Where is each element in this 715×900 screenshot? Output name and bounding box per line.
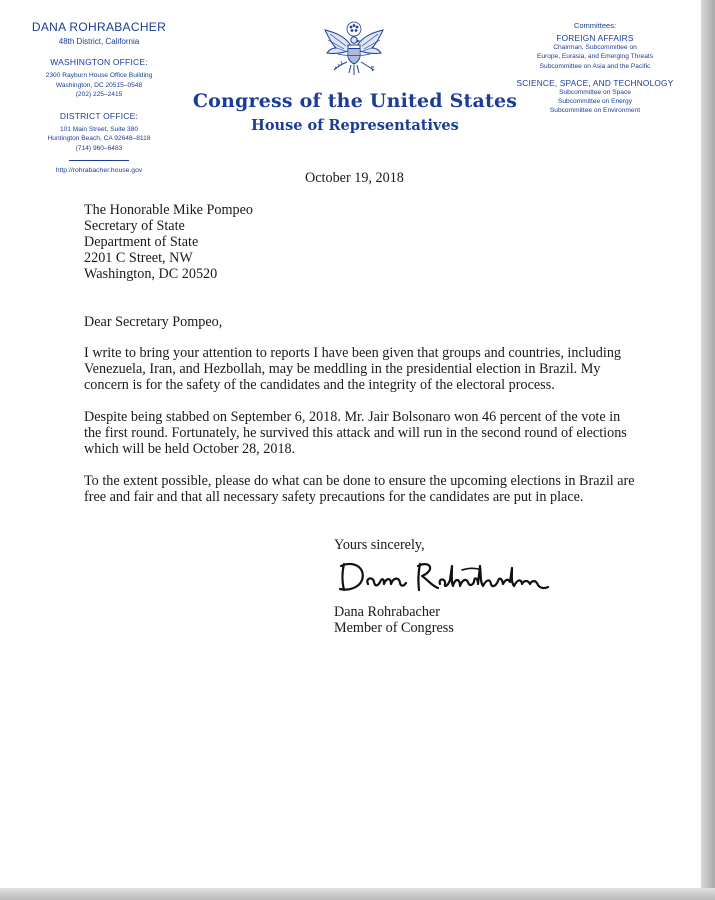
committee-science-space-technology: SCIENCE, SPACE, AND TECHNOLOGY [516, 77, 674, 88]
letterhead-divider [69, 160, 129, 161]
recipient-line: Washington, DC 20520 [84, 266, 218, 282]
member-district: 48th District, California [58, 37, 140, 46]
letterhead-committees [500, 21, 690, 116]
closing: Yours sincerely, [334, 537, 425, 553]
signer-name: Dana Rohrabacher [334, 604, 440, 620]
paper-edge-bottom [0, 888, 715, 900]
letterhead-member-info [14, 20, 184, 174]
recipient-line: Secretary of State [84, 218, 185, 234]
recipient-line: Department of State [84, 234, 199, 250]
washington-office-line: (202) 225–2415 [75, 91, 123, 98]
paragraph-line: the first round. Fortunately, he survived this attack and will run in the second round of elections [84, 425, 627, 441]
paragraph-3 [84, 473, 635, 505]
paragraph-1 [84, 345, 629, 393]
paper-edge-right [701, 0, 715, 900]
congress-title: Congress of the United States [192, 90, 518, 112]
subcommittee-line: Europe, Eurasia, and Emerging Threats [536, 53, 654, 61]
salutation: Dear Secretary Pompeo, [84, 314, 223, 330]
paragraph-2 [84, 409, 629, 457]
committees-heading: Committees: [573, 21, 617, 30]
subcommittee-line: Subcommittee on Space [559, 88, 631, 96]
paragraph-line: To the extent possible, please do what can be done to ensure the upcoming elections in Brazil are [84, 473, 635, 489]
house-title: House of Representatives [251, 117, 459, 134]
recipient-line: The Honorable Mike Pompeo [84, 202, 254, 218]
member-website: http://rohrabacher.house.gov [55, 167, 143, 174]
subcommittee-line: Subcommittee on Environment [549, 107, 641, 115]
district-office-heading: DISTRICT OFFICE: [59, 110, 139, 121]
letter-date: October 19, 2018 [305, 170, 404, 186]
recipient-line: 2201 C Street, NW [84, 250, 193, 266]
district-office-address [14, 125, 184, 154]
subcommittee-line: Subcommittee on Energy [557, 98, 633, 106]
paragraph-line: Venezuela, Iran, and Hezbollah, may be meddling in the presidential election in Brazil. My [84, 361, 601, 377]
washington-office-heading: WASHINGTON OFFICE: [50, 57, 148, 67]
paragraph-line: which will be held October 28, 2018. [84, 441, 296, 457]
paragraph-line: I write to bring your attention to reports I have been given that groups and countries, including [84, 345, 622, 361]
district-office-line: (714) 960–6483 [75, 144, 123, 152]
signer-title: Member of Congress [334, 620, 454, 636]
district-office-line: Huntington Beach, CA 92648–8118 [47, 135, 151, 142]
district-office-line: 101 Main Street, Suite 380 [59, 125, 139, 133]
handwritten-signature [338, 556, 553, 596]
washington-office-address [14, 71, 184, 100]
recipient-address [84, 202, 484, 282]
committee-foreign-affairs: FOREIGN AFFAIRS [556, 33, 634, 43]
subcommittee-line: Subcommittee on Asia and the Pacific [539, 62, 651, 70]
subcommittee-line: Chairman, Subcommittee on [553, 44, 637, 51]
washington-office-line: 2300 Rayburn House Office Building [45, 72, 153, 79]
paragraph-line: free and fair and that all necessary safety precautions for the candidates are put in place. [84, 489, 584, 505]
paragraph-line: concern is for the safety of the candidates and the integrity of the electoral process. [84, 377, 555, 393]
washington-office-line: Washington, DC 20515–0548 [55, 81, 143, 89]
great-seal-eagle-icon [320, 20, 388, 80]
paragraph-line: Despite being stabbed on September 6, 2018. Mr. Jair Bolsonaro won 46 percent of the vote in [84, 409, 621, 425]
member-name: DANA ROHRABACHER [31, 20, 167, 34]
signer-block [334, 604, 454, 636]
